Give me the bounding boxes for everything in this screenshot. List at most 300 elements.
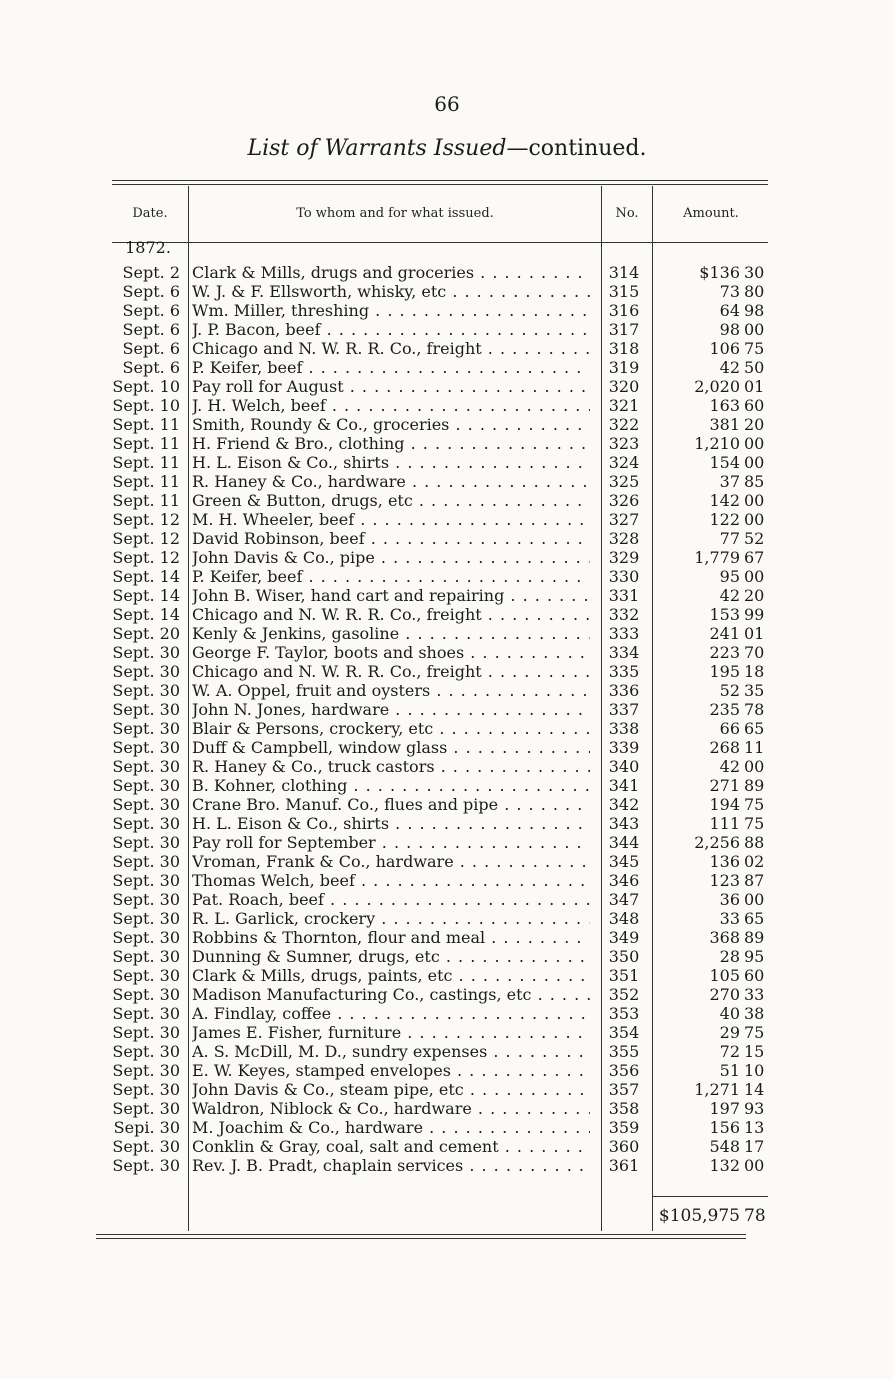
row-date: Sept. 30 (112, 757, 180, 776)
row-amount-dollars: 548 (709, 1137, 740, 1156)
row-amount-cents: 65 (744, 909, 765, 928)
row-amount-dollars: 271 (709, 776, 740, 795)
warrant-rows (0, 263, 894, 1175)
row-warrant-number: 316 (608, 301, 640, 320)
row-amount-dollars: 235 (709, 700, 740, 719)
row-amount-cents: 33 (744, 985, 765, 1004)
row-amount-dollars: 223 (709, 643, 740, 662)
row-description: Chicago and N. W. R. R. Co., freight . . . (192, 339, 590, 358)
row-description: J. H. Welch, beef . . . (192, 396, 590, 415)
row-description: Smith, Roundy & Co., groceries . . . (192, 415, 590, 434)
row-description: Pay roll for September . . . (192, 833, 590, 852)
row-description: Vroman, Frank & Co., hardware . . . (192, 852, 590, 871)
row-amount-dollars: 195 (709, 662, 740, 681)
table-row (0, 985, 894, 1004)
row-date: Sept. 30 (112, 814, 180, 833)
row-amount-dollars: 72 (719, 1042, 740, 1061)
row-description: P. Keifer, beef . . . (192, 358, 590, 377)
table-row (0, 833, 894, 852)
table-row (0, 358, 894, 377)
total-cents: 78 (744, 1206, 766, 1226)
row-warrant-number: 326 (608, 491, 640, 510)
row-date: Sept. 30 (112, 985, 180, 1004)
row-amount-dollars: 1,271 (694, 1080, 740, 1099)
row-amount-dollars: 197 (709, 1099, 740, 1118)
row-description: Madison Manufacturing Co., castings, etc . . . (192, 985, 590, 1004)
row-amount-cents: 75 (744, 1023, 765, 1042)
row-date: Sept. 11 (112, 491, 180, 510)
row-description: Robbins & Thornton, flour and meal . . . (192, 928, 590, 947)
row-description: R. L. Garlick, crockery . . . (192, 909, 590, 928)
row-warrant-number: 349 (608, 928, 640, 947)
row-description: J. P. Bacon, beef . . . (192, 320, 590, 339)
row-description: B. Kohner, clothing . . . (192, 776, 590, 795)
table-row (0, 339, 894, 358)
page-title-italic: List of Warrants Issued (247, 136, 507, 161)
row-amount-dollars: 381 (709, 415, 740, 434)
row-description: M. H. Wheeler, beef . . . (192, 510, 590, 529)
row-warrant-number: 327 (608, 510, 640, 529)
row-date: Sept. 30 (112, 909, 180, 928)
table-row (0, 453, 894, 472)
row-amount-dollars: 154 (709, 453, 740, 472)
row-description: Clark & Mills, drugs, paints, etc . . . (192, 966, 590, 985)
row-amount-cents: 50 (744, 358, 765, 377)
row-amount-cents: 60 (744, 396, 765, 415)
row-description: John N. Jones, hardware . . . (192, 700, 590, 719)
row-amount-cents: 65 (744, 719, 765, 738)
row-warrant-number: 354 (608, 1023, 640, 1042)
table-row (0, 681, 894, 700)
row-date: Sept. 12 (112, 529, 180, 548)
row-date: Sept. 30 (112, 700, 180, 719)
row-amount-dollars: 42 (719, 757, 740, 776)
row-amount-dollars: 73 (719, 282, 740, 301)
table-row (0, 1061, 894, 1080)
row-date: Sept. 30 (112, 662, 180, 681)
row-amount-dollars: 36 (719, 890, 740, 909)
row-warrant-number: 355 (608, 1042, 640, 1061)
row-date: Sept. 30 (112, 871, 180, 890)
row-amount-cents: 52 (744, 529, 765, 548)
row-warrant-number: 317 (608, 320, 640, 339)
table-row (0, 643, 894, 662)
row-description: Clark & Mills, drugs and groceries . . . (192, 263, 590, 282)
row-date: Sept. 30 (112, 776, 180, 795)
table-row (0, 814, 894, 833)
row-amount-dollars: 1,210 (694, 434, 740, 453)
bottom-rule-2 (96, 1238, 746, 1239)
header-desc: To whom and for what issued. (296, 206, 494, 221)
row-date: Sept. 30 (112, 1080, 180, 1099)
row-date: Sept. 11 (112, 415, 180, 434)
row-amount-dollars: 106 (709, 339, 740, 358)
row-warrant-number: 329 (608, 548, 640, 567)
row-date: Sept. 30 (112, 719, 180, 738)
row-date: Sept. 6 (122, 339, 180, 358)
table-row (0, 1156, 894, 1175)
row-description: Green & Button, drugs, etc . . . (192, 491, 590, 510)
row-warrant-number: 351 (608, 966, 640, 985)
row-amount-dollars: 122 (709, 510, 740, 529)
table-row (0, 415, 894, 434)
row-amount-cents: 00 (744, 320, 765, 339)
row-warrant-number: 333 (608, 624, 640, 643)
row-date: Sept. 30 (112, 966, 180, 985)
table-row (0, 871, 894, 890)
row-amount-cents: 85 (744, 472, 765, 491)
row-warrant-number: 357 (608, 1080, 640, 1099)
row-warrant-number: 341 (608, 776, 640, 795)
table-row (0, 757, 894, 776)
row-date: Sept. 30 (112, 1099, 180, 1118)
row-warrant-number: 359 (608, 1118, 640, 1137)
row-warrant-number: 334 (608, 643, 640, 662)
row-date: Sept. 20 (112, 624, 180, 643)
row-warrant-number: 330 (608, 567, 640, 586)
row-warrant-number: 325 (608, 472, 640, 491)
row-description: Kenly & Jenkins, gasoline . . . (192, 624, 590, 643)
row-amount-dollars: 156 (709, 1118, 740, 1137)
row-warrant-number: 340 (608, 757, 640, 776)
row-description: Blair & Persons, crockery, etc . . . (192, 719, 590, 738)
row-date: Sept. 30 (112, 833, 180, 852)
row-amount-dollars: 66 (719, 719, 740, 738)
table-row (0, 567, 894, 586)
row-amount-cents: 00 (744, 434, 765, 453)
row-amount-dollars: 37 (719, 472, 740, 491)
row-date: Sept. 14 (112, 586, 180, 605)
table-row (0, 510, 894, 529)
row-description: Duff & Campbell, window glass . . . (192, 738, 590, 757)
row-warrant-number: 323 (608, 434, 640, 453)
row-date: Sept. 30 (112, 1061, 180, 1080)
table-row (0, 548, 894, 567)
row-warrant-number: 345 (608, 852, 640, 871)
row-amount-cents: 00 (744, 1156, 765, 1175)
table-row (0, 738, 894, 757)
row-amount-cents: 20 (744, 415, 765, 434)
row-description: R. Haney & Co., hardware . . . (192, 472, 590, 491)
row-amount-dollars: 368 (709, 928, 740, 947)
row-date: Sept. 6 (122, 301, 180, 320)
table-row (0, 529, 894, 548)
row-date: Sept. 30 (112, 852, 180, 871)
header-no: No. (615, 206, 639, 221)
header-rule (112, 242, 768, 243)
row-amount-cents: 00 (744, 757, 765, 776)
row-amount-dollars: 98 (719, 320, 740, 339)
table-row (0, 1004, 894, 1023)
row-description: W. A. Oppel, fruit and oysters . . . (192, 681, 590, 700)
row-amount-dollars: 1,779 (694, 548, 740, 567)
row-date: Sept. 14 (112, 567, 180, 586)
row-description: Thomas Welch, beef . . . (192, 871, 590, 890)
row-amount-dollars: 42 (719, 586, 740, 605)
row-date: Sept. 30 (112, 795, 180, 814)
page-title-plain: —continued. (506, 136, 647, 161)
row-warrant-number: 320 (608, 377, 640, 396)
row-amount-dollars: 33 (719, 909, 740, 928)
row-amount-cents: 95 (744, 947, 765, 966)
row-amount-dollars: 142 (709, 491, 740, 510)
row-warrant-number: 347 (608, 890, 640, 909)
row-description: A. S. McDill, M. D., sundry expenses . . . (192, 1042, 590, 1061)
row-description: H. L. Eison & Co., shirts . . . (192, 453, 590, 472)
row-warrant-number: 346 (608, 871, 640, 890)
row-date: Sept. 6 (122, 358, 180, 377)
row-description: Conklin & Gray, coal, salt and cement . . . (192, 1137, 590, 1156)
row-warrant-number: 331 (608, 586, 640, 605)
row-description: Chicago and N. W. R. R. Co., freight . . . (192, 662, 590, 681)
row-amount-cents: 13 (744, 1118, 765, 1137)
row-date: Sept. 30 (112, 1137, 180, 1156)
page-title (0, 136, 894, 161)
table-row (0, 396, 894, 415)
row-warrant-number: 322 (608, 415, 640, 434)
row-amount-cents: 99 (744, 605, 765, 624)
row-date: Sept. 6 (122, 282, 180, 301)
row-description: Chicago and N. W. R. R. Co., freight . . . (192, 605, 590, 624)
row-warrant-number: 319 (608, 358, 640, 377)
row-amount-cents: 30 (744, 263, 765, 282)
row-amount-cents: 93 (744, 1099, 765, 1118)
row-amount-cents: 88 (744, 833, 765, 852)
table-row (0, 434, 894, 453)
row-amount-cents: 18 (744, 662, 765, 681)
year-label: 1872. (125, 238, 171, 257)
row-description: E. W. Keyes, stamped envelopes . . . (192, 1061, 590, 1080)
row-amount-dollars: 194 (709, 795, 740, 814)
row-description: James E. Fisher, furniture . . . (192, 1023, 590, 1042)
page-number: 66 (434, 92, 460, 116)
row-description: Crane Bro. Manuf. Co., flues and pipe . . . (192, 795, 590, 814)
row-description: John Davis & Co., pipe . . . (192, 548, 590, 567)
row-description: A. Findlay, coffee . . . (192, 1004, 590, 1023)
table-row (0, 320, 894, 339)
row-date: Sept. 30 (112, 1004, 180, 1023)
row-warrant-number: 343 (608, 814, 640, 833)
row-description: M. Joachim & Co., hardware . . . (192, 1118, 590, 1137)
table-row (0, 700, 894, 719)
table-row (0, 1080, 894, 1099)
row-description: Pat. Roach, beef . . . (192, 890, 590, 909)
row-amount-cents: 10 (744, 1061, 765, 1080)
header-date: Date. (132, 206, 168, 221)
row-warrant-number: 358 (608, 1099, 640, 1118)
row-warrant-number: 342 (608, 795, 640, 814)
row-date: Sept. 30 (112, 1156, 180, 1175)
row-amount-dollars: 2,256 (694, 833, 740, 852)
row-description: George F. Taylor, boots and shoes . . . (192, 643, 590, 662)
row-description: W. J. & F. Ellsworth, whisky, etc . . . (192, 282, 590, 301)
table-row (0, 1137, 894, 1156)
row-amount-dollars: 51 (719, 1061, 740, 1080)
row-amount-cents: 14 (744, 1080, 765, 1099)
row-amount-cents: 75 (744, 795, 765, 814)
row-amount-dollars: 28 (719, 947, 740, 966)
total-rule (652, 1196, 768, 1197)
table-row (0, 909, 894, 928)
row-amount-cents: 60 (744, 966, 765, 985)
row-amount-dollars: 241 (709, 624, 740, 643)
row-amount-cents: 75 (744, 339, 765, 358)
header-amount: Amount. (683, 206, 739, 221)
table-row (0, 947, 894, 966)
row-amount-dollars: 64 (719, 301, 740, 320)
top-rule-1 (112, 180, 768, 181)
row-amount-dollars: 77 (719, 529, 740, 548)
row-warrant-number: 348 (608, 909, 640, 928)
row-warrant-number: 321 (608, 396, 640, 415)
row-warrant-number: 356 (608, 1061, 640, 1080)
row-amount-cents: 11 (744, 738, 765, 757)
row-date: Sept. 30 (112, 928, 180, 947)
top-rule-2 (112, 184, 768, 185)
table-row (0, 1099, 894, 1118)
table-row (0, 472, 894, 491)
row-warrant-number: 336 (608, 681, 640, 700)
row-warrant-number: 335 (608, 662, 640, 681)
row-amount-cents: 98 (744, 301, 765, 320)
row-description: Wm. Miller, threshing . . . (192, 301, 590, 320)
table-row (0, 776, 894, 795)
row-warrant-number: 315 (608, 282, 640, 301)
row-amount-dollars: 123 (709, 871, 740, 890)
row-date: Sept. 14 (112, 605, 180, 624)
table-row (0, 966, 894, 985)
row-amount-dollars: 52 (719, 681, 740, 700)
row-description: R. Haney & Co., truck castors . . . (192, 757, 590, 776)
row-date: Sept. 11 (112, 434, 180, 453)
table-row (0, 1118, 894, 1137)
table-row (0, 282, 894, 301)
row-date: Sept. 10 (112, 377, 180, 396)
row-amount-dollars: 132 (709, 1156, 740, 1175)
row-amount-cents: 00 (744, 890, 765, 909)
row-date: Sept. 11 (112, 472, 180, 491)
row-description: John Davis & Co., steam pipe, etc . . . (192, 1080, 590, 1099)
row-warrant-number: 338 (608, 719, 640, 738)
row-warrant-number: 328 (608, 529, 640, 548)
table-row (0, 852, 894, 871)
row-amount-cents: 89 (744, 776, 765, 795)
row-amount-cents: 78 (744, 700, 765, 719)
row-amount-cents: 75 (744, 814, 765, 833)
row-warrant-number: 339 (608, 738, 640, 757)
row-amount-dollars: 268 (709, 738, 740, 757)
row-date: Sept. 30 (112, 1023, 180, 1042)
row-amount-dollars: 153 (709, 605, 740, 624)
table-row (0, 795, 894, 814)
row-amount-cents: 02 (744, 852, 765, 871)
table-row (0, 491, 894, 510)
row-warrant-number: 318 (608, 339, 640, 358)
row-amount-cents: 35 (744, 681, 765, 700)
row-amount-cents: 00 (744, 510, 765, 529)
row-date: Sept. 30 (112, 681, 180, 700)
table-row (0, 263, 894, 282)
row-date: Sept. 11 (112, 453, 180, 472)
bottom-rule-1 (96, 1234, 746, 1235)
row-amount-dollars: 42 (719, 358, 740, 377)
table-row (0, 928, 894, 947)
row-warrant-number: 350 (608, 947, 640, 966)
row-amount-dollars: $136 (699, 263, 740, 282)
row-amount-dollars: 163 (709, 396, 740, 415)
row-amount-dollars: 111 (709, 814, 740, 833)
row-amount-cents: 00 (744, 491, 765, 510)
row-amount-cents: 17 (744, 1137, 765, 1156)
row-description: Waldron, Niblock & Co., hardware . . . (192, 1099, 590, 1118)
row-warrant-number: 314 (608, 263, 640, 282)
table-row (0, 377, 894, 396)
total-dollars: $105,975 (658, 1206, 740, 1226)
row-date: Sept. 2 (122, 263, 180, 282)
row-date: Sepi. 30 (113, 1118, 180, 1137)
row-amount-cents: 01 (744, 624, 765, 643)
row-amount-cents: 38 (744, 1004, 765, 1023)
row-description: John B. Wiser, hand cart and repairing . . . (192, 586, 590, 605)
table-row (0, 624, 894, 643)
row-warrant-number: 352 (608, 985, 640, 1004)
row-amount-cents: 70 (744, 643, 765, 662)
table-row (0, 719, 894, 738)
table-row (0, 890, 894, 909)
row-amount-dollars: 136 (709, 852, 740, 871)
row-warrant-number: 332 (608, 605, 640, 624)
row-description: Pay roll for August . . . (192, 377, 590, 396)
row-amount-cents: 20 (744, 586, 765, 605)
row-warrant-number: 360 (608, 1137, 640, 1156)
row-amount-dollars: 270 (709, 985, 740, 1004)
row-amount-dollars: 105 (709, 966, 740, 985)
row-description: H. Friend & Bro., clothing . . . (192, 434, 590, 453)
row-warrant-number: 353 (608, 1004, 640, 1023)
row-warrant-number: 344 (608, 833, 640, 852)
table-row (0, 1042, 894, 1061)
table-row (0, 605, 894, 624)
row-warrant-number: 337 (608, 700, 640, 719)
row-description: Dunning & Sumner, drugs, etc . . . (192, 947, 590, 966)
row-date: Sept. 30 (112, 1042, 180, 1061)
row-description: Rev. J. B. Pradt, chaplain services . . . (192, 1156, 590, 1175)
row-amount-cents: 89 (744, 928, 765, 947)
row-date: Sept. 30 (112, 947, 180, 966)
row-description: H. L. Eison & Co., shirts . . . (192, 814, 590, 833)
table-row (0, 662, 894, 681)
row-date: Sept. 12 (112, 510, 180, 529)
row-description: David Robinson, beef . . . (192, 529, 590, 548)
row-amount-cents: 01 (744, 377, 765, 396)
row-amount-dollars: 2,020 (694, 377, 740, 396)
row-amount-cents: 15 (744, 1042, 765, 1061)
row-amount-cents: 00 (744, 453, 765, 472)
row-date: Sept. 30 (112, 643, 180, 662)
row-amount-cents: 87 (744, 871, 765, 890)
row-amount-dollars: 95 (719, 567, 740, 586)
table-row (0, 1023, 894, 1042)
row-amount-dollars: 29 (719, 1023, 740, 1042)
row-amount-cents: 00 (744, 567, 765, 586)
row-date: Sept. 30 (112, 738, 180, 757)
row-amount-cents: 67 (744, 548, 765, 567)
row-description: P. Keifer, beef . . . (192, 567, 590, 586)
row-date: Sept. 12 (112, 548, 180, 567)
row-date: Sept. 6 (122, 320, 180, 339)
row-date: Sept. 10 (112, 396, 180, 415)
row-warrant-number: 324 (608, 453, 640, 472)
